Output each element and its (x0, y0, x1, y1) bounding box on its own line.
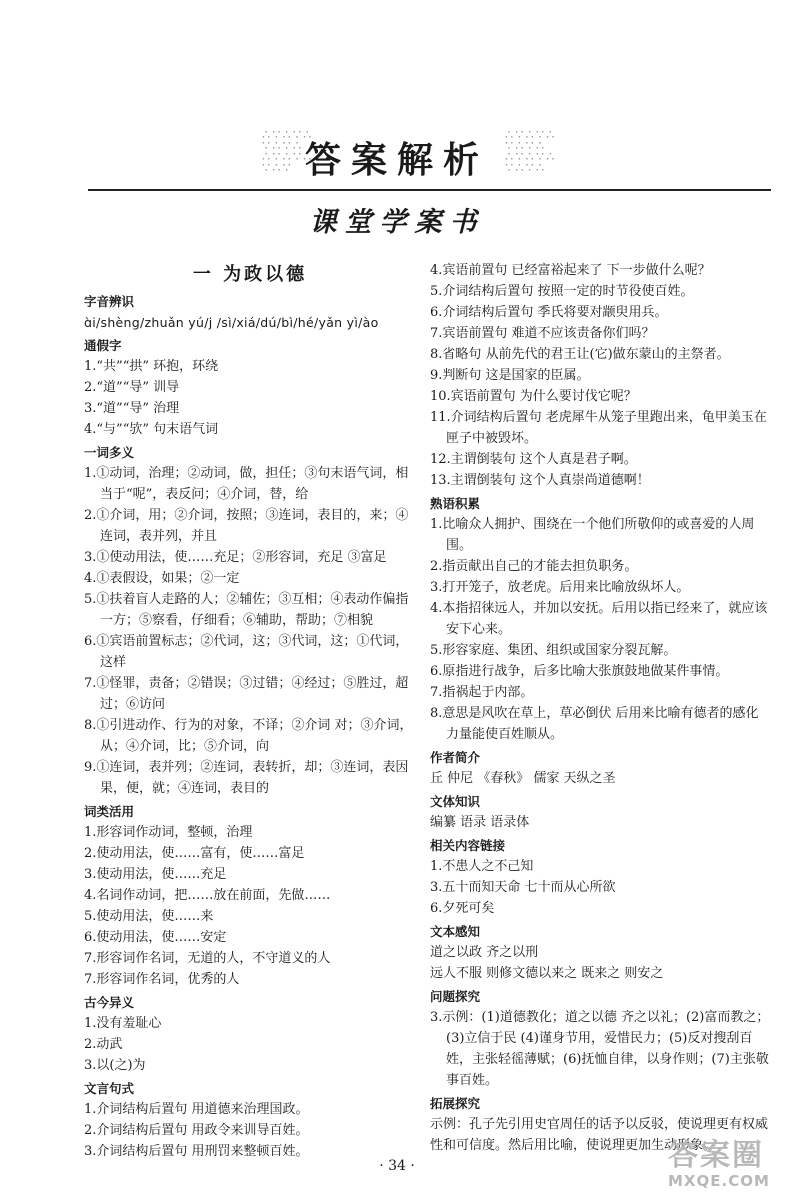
section-heading: 相关内容链接 (430, 838, 506, 853)
list-item: 9.判断句 这是国家的臣属。 (430, 368, 590, 383)
list-item: 7.宾语前置句 难道不应该责备你们吗？ (430, 326, 655, 341)
section-heading: 问题探究 (430, 989, 481, 1004)
section-heading: 拓展探究 (430, 1096, 481, 1111)
list-item: 2.使动用法，使……富有，使……富足 (84, 846, 305, 861)
list-item: 5.使动用法，使……来 (84, 909, 214, 924)
list-item: 4.“与”“欤” 句末语气词 (84, 422, 219, 437)
list-item: 12.主谓倒装句 这个人真是君子啊。 (430, 452, 637, 467)
lesson-title: 一 为政以德 (192, 264, 308, 285)
genre-answer: 编纂 语录 语录体 (430, 815, 530, 830)
list-item: 7.指祸起于内部。 (430, 685, 534, 700)
section-heading: 文体知识 (430, 794, 481, 809)
title-divider (88, 189, 771, 191)
list-item: 1.①动词，治理；②动词，做，担任；③句末语气词，相当于“呢”，表反问；④介词，替，给 (84, 466, 409, 502)
list-item: 3.①使动用法，使……充足；②形容词，充足 ③富足 (84, 550, 387, 565)
list-item: 3.五十而知天命 七十而从心所欲 (430, 880, 616, 895)
section-heading: 一词多义 (84, 445, 135, 460)
section-heading: 熟语积累 (430, 496, 481, 511)
list-item: 9.①连词，表并列；②连词，表转折，却；③连词，表因果，便，就；④连词，表目的 (84, 760, 409, 796)
list-item: 4.本指招徕远人，并加以安抚。后用以指已经来了，就应该安下心来。 (430, 601, 768, 637)
decor-dots-right: ∴∵∴∵∴ ∵∴∵∴ ∴∵∴∵∴ ∵∴∵∴ (505, 128, 557, 176)
list-item: 1.介词结构后置句 用道德来治理国政。 (84, 1102, 309, 1117)
right-column (430, 260, 770, 1156)
watermark-domain: MXQE.COM (668, 1172, 770, 1190)
list-item: 3.“道”“导” 治理 (84, 401, 180, 416)
list-item: 5.介词结构后置句 按照一定的时节役使百姓。 (430, 284, 694, 299)
list-item: 1.不患人之不己知 (430, 859, 534, 874)
section-heading: 通假字 (84, 338, 122, 353)
list-item: 2.介词结构后置句 用政令来训导百姓。 (84, 1123, 309, 1138)
list-item: 7.形容词作名词，无道的人，不守道义的人 (84, 951, 331, 966)
list-item: 4.宾语前置句 已经富裕起来了 下一步做什么呢？ (430, 263, 711, 278)
list-item: 10.宾语前置句 为什么要讨伐它呢？ (430, 389, 637, 404)
site-watermark (668, 1140, 788, 1196)
list-item: 4.①表假设，如果；②一定 (84, 571, 240, 586)
watermark-logo-text: 答案圈 (668, 1138, 764, 1173)
list-item: 13.主谓倒装句 这个人真崇尚道德啊！ (430, 473, 650, 488)
list-item: 3.示例：(1)道德教化；道之以德 齐之以礼；(2)富而教之；(3)立信于民 (4)谨身节用，爱惜民力；(5)反对搜刮百姓，主张轻徭薄赋；(6)抚恤自律，以身作则；(7)主张敬事百姓。 (430, 1010, 770, 1088)
list-item: 1.比喻众人拥护、围绕在一个他们所敬仰的或喜爱的人周围。 (430, 517, 755, 553)
list-item: 1.“共”“拱” 环抱，环绕 (84, 359, 219, 374)
list-item: 2.动武 (84, 1037, 123, 1052)
list-item: 3.以(之)为 (84, 1058, 146, 1073)
list-item: 6.①宾语前置标志；②代词，这；③代词，这；①代词，这样 (84, 634, 409, 670)
page-number: · 34 · (379, 1158, 415, 1174)
left-column (84, 258, 416, 1162)
list-item: 7.形容词作名词，优秀的人 (84, 972, 240, 987)
author-answer: 丘 仲尼 《春秋》 儒家 天纵之圣 (430, 771, 616, 786)
list-item: 8.意思是风吹在草上，草必倒伏 后用来比喻有德者的感化力量能使百姓顺从。 (430, 706, 759, 742)
list-item: 2.“道”“导” 训导 (84, 380, 180, 395)
list-item: 3.使动用法，使……充足 (84, 867, 227, 882)
list-item: 6.原指进行战争，后多比喻大张旗鼓地做某件事情。 (430, 664, 729, 679)
section-heading: 文本感知 (430, 924, 481, 939)
section-heading: 古今异义 (84, 995, 135, 1010)
section-heading: 词类活用 (84, 804, 135, 819)
list-item: 5.形容家庭、集团、组织或国家分裂瓦解。 (430, 643, 677, 658)
list-item: 11.介词结构后置句 老虎犀牛从笼子里跑出来，龟甲美玉在匣子中被毁坏。 (430, 410, 767, 446)
list-item: 2.①介词，用；②介词，按照；③连词，表目的，来；④连词，表并列，并且 (84, 508, 409, 544)
extension-answer: 示例：孔子先引用史官周任的话予以反驳，使说理更有权威性和可信度。然后用比喻，使说理更加生动形象。 (430, 1117, 769, 1153)
list-item: 道之以政 齐之以刑 (430, 945, 539, 960)
list-item: 5.①扶着盲人走路的人；②辅佐；③互相；④表动作偏指一方；⑤察看，仔细看；⑥辅助，帮助；⑦相貌 (84, 592, 409, 628)
section-heading: 文言句式 (84, 1081, 135, 1096)
list-item: 1.形容词作动词，整顿，治理 (84, 825, 253, 840)
decor-dots-left: ∴∵∴∵∴ ∵∴∵∴ ∴∵∴∵∴ ∵∴∵ (262, 128, 314, 176)
list-item: 8.省略句 从前先代的君王让(它)做东蒙山的主祭者。 (430, 347, 730, 362)
list-item: 3.介词结构后置句 用刑罚来整顿百姓。 (84, 1144, 309, 1159)
list-item: 7.①怪罪，责备；②错误；③过错；④经过；⑤胜过，超过；⑥访问 (84, 676, 409, 712)
list-item: 2.指贡献出自己的才能去担负职务。 (430, 559, 638, 574)
list-item: 6.使动用法，使……安定 (84, 930, 227, 945)
list-item: 8.①引进动作、行为的对象，不译；②介词 对；③介词，从；④介词，比；⑤介词，向 (84, 718, 413, 754)
list-item: 3.打开笼子，放老虎。后用来比喻放纵坏人。 (430, 580, 690, 595)
list-item: 远人不服 则修文德以来之 既来之 则安之 (430, 966, 664, 981)
list-item: 6.夕死可矣 (430, 901, 495, 916)
list-item: 1.没有羞耻心 (84, 1016, 162, 1031)
page-subtitle: 课堂学案书 (309, 207, 485, 238)
list-item: 4.名词作动词，把……放在前面，先做…… (84, 888, 331, 903)
list-item: 6.介词结构后置句 季氏将要对颛臾用兵。 (430, 305, 668, 320)
section-heading: 作者简介 (430, 750, 481, 765)
section-heading: 字音辨识 (84, 294, 135, 309)
pinyin-answer: ɑ̀i/shèng/zhuǎn yú/j /sì/xiá/dú/bì/hé/yǎn yì/ào (84, 315, 379, 330)
page-title: 答案解析 (304, 140, 489, 181)
